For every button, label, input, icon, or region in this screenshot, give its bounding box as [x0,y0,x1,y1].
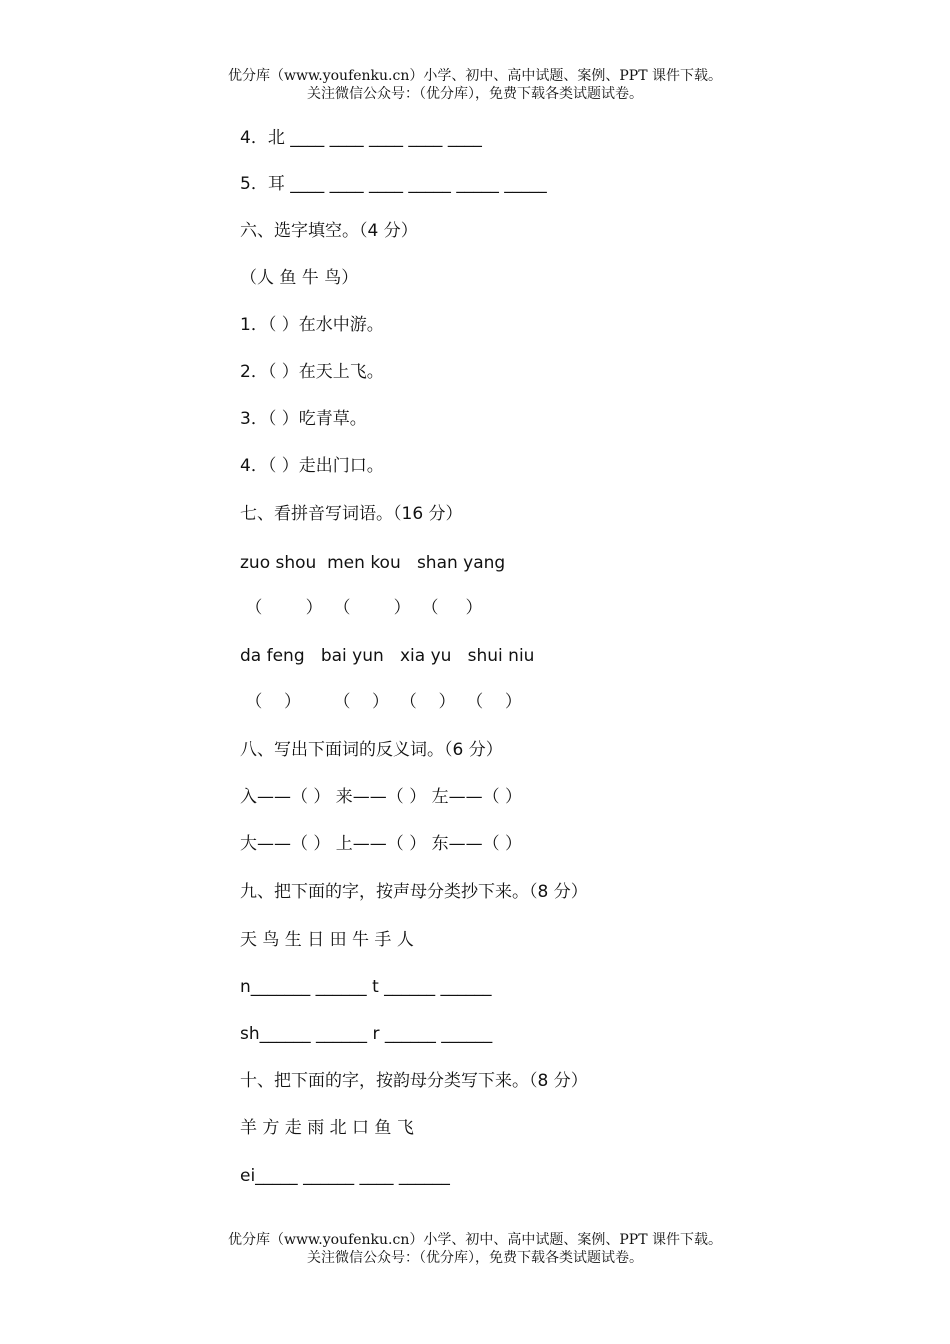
q6-item-2: 2．（ ）在天上飞。 [240,362,384,382]
answer-row-1: （ ） （ ） （ ） [240,598,483,618]
pinyin-row-2: da feng bai yun xia yu shui niu [240,646,535,666]
section-7-title: 七、看拼音写词语。（16 分） [240,504,463,524]
antonym-row-2: 大——（ ） 上——（ ） 东——（ ） [240,834,523,854]
antonym-row-1: 入——（ ） 来——（ ） 左——（ ） [240,787,523,807]
section-10-title: 十、把下面的字，按韵母分类写下来。（8 分） [240,1071,588,1091]
initial-sh-r-row: sh______ ______ r ______ ______ [240,1024,493,1044]
header-line-2: 关注微信公众号：（优分库），免费下载各类试题试卷。 [307,86,643,102]
q5-item-4: 4．北 ____ ____ ____ ____ ____ [240,128,482,148]
header-line-1: 优分库（www.youfenku.cn）小学、初中、高中试题、案例、PPT 课件下载。 [227,68,722,84]
answer-row-2: （ ） （ ） （ ） （ ） [240,692,522,712]
section-6-title: 六、选字填空。（4 分） [240,221,418,241]
q5-item-5: 5．耳 ____ ____ ____ _____ _____ _____ [240,174,547,194]
section-9-title: 九、把下面的字，按声母分类抄下来。（8 分） [240,882,588,902]
pinyin-row-1: zuo shou men kou shan yang [240,553,506,573]
q6-item-4: 4．（ ）走出门口。 [240,456,384,476]
q6-item-3: 3．（ ）吃青草。 [240,409,367,429]
footer-line-2: 关注微信公众号：（优分库），免费下载各类试题试卷。 [307,1250,643,1266]
section-6-choices: （人 鱼 牛 鸟） [240,268,359,288]
section-8-title: 八、写出下面词的反义词。（6 分） [240,740,503,760]
q6-item-1: 1．（ ）在水中游。 [240,315,384,335]
page-footer [0,1231,950,1267]
footer-line-1: 优分库（www.youfenku.cn）小学、初中、高中试题、案例、PPT 课件下载。 [227,1232,722,1248]
initial-n-t-row: n_______ ______ t ______ ______ [240,977,492,997]
section-9-chars: 天 鸟 生 日 田 牛 手 人 [240,930,414,950]
final-ei-row: ei_____ ______ ____ ______ [240,1166,450,1186]
section-10-chars: 羊 方 走 雨 北 口 鱼 飞 [240,1118,414,1138]
page-header [0,67,950,103]
